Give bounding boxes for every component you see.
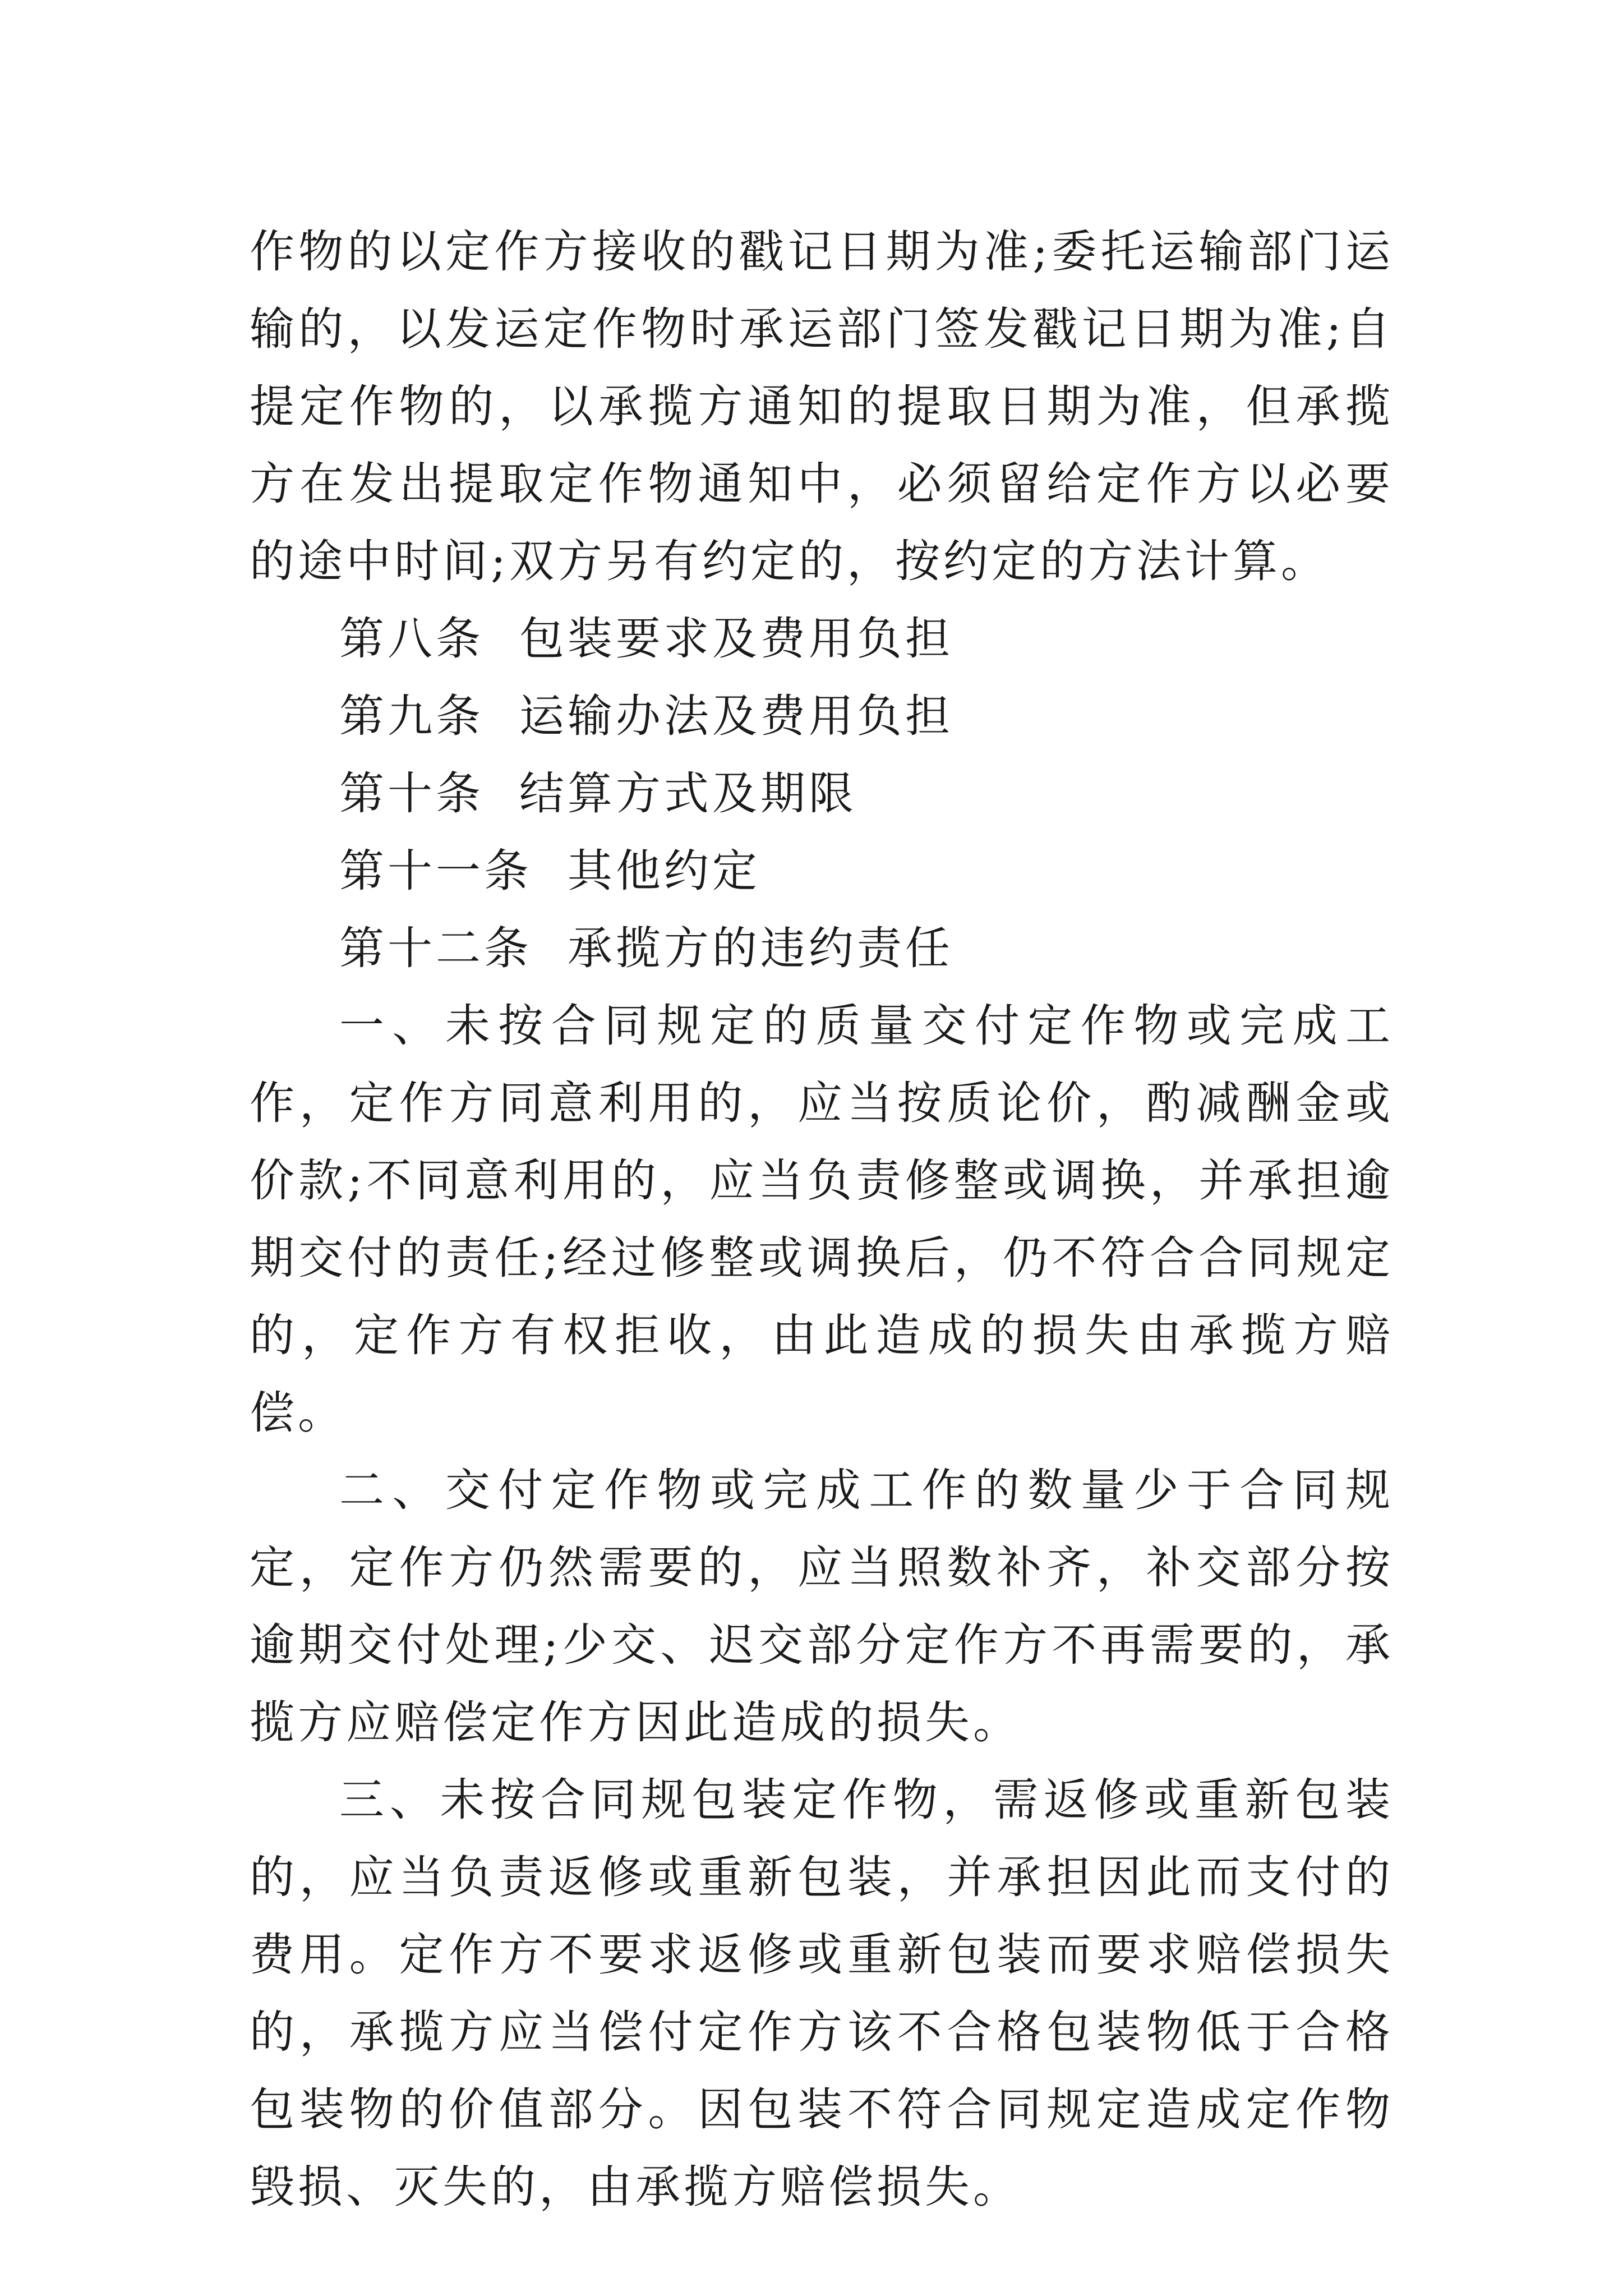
article-11-heading: 第十一条 其他约定 xyxy=(339,845,760,897)
clause-1-paragraph: 一、未按合同规定的质量交付定作物或完成工作，定作方同意利用的，应当按质论价，酌减酬金或价款;不同意利用的，应当负责修整或调换，并承担逾期交付的责任;经过修整或调换后，仍不符合合同规定的，定作方有权拒收，由此造成的损失由承揽方赔偿。 xyxy=(250,1000,1394,1439)
article-10-heading: 第十条 结算方式及期限 xyxy=(339,767,857,820)
clause-2-paragraph: 二、交付定作物或完成工作的数量少于合同规定，定作方仍然需要的，应当照数补齐，补交部分按逾期交付处理;少交、迟交部分定作方不再需要的，承揽方应赔偿定作方因此造成的损失。 xyxy=(250,1464,1394,1749)
article-8-heading: 第八条 包装要求及费用负担 xyxy=(339,613,953,665)
continuation-paragraph: 作物的以定作方接收的戳记日期为准;委托运输部门运输的，以发运定作物时承运部门签发戳记日期为准;自提定作物的，以承揽方通知的提取日期为准，但承揽方在发出提取定作物通知中，必须留给定作方以必要的途中时间;双方另有约定的，按约定的方法计算。 xyxy=(250,226,1394,587)
article-9-heading: 第九条 运输办法及费用负担 xyxy=(339,690,953,742)
article-12-heading: 第十二条 承揽方的违约责任 xyxy=(339,922,953,974)
document-body xyxy=(250,213,1394,2226)
clause-3-paragraph: 三、未按合同规包装定作物，需返修或重新包装的，应当负责返修或重新包装，并承担因此而支付的费用。定作方不要求返修或重新包装而要求赔偿损失的，承揽方应当偿付定作方该不合格包装物低于合格包装物的价值部分。因包装不符合同规定造成定作物毁损、灭失的，由承揽方赔偿损失。 xyxy=(250,1774,1394,2213)
